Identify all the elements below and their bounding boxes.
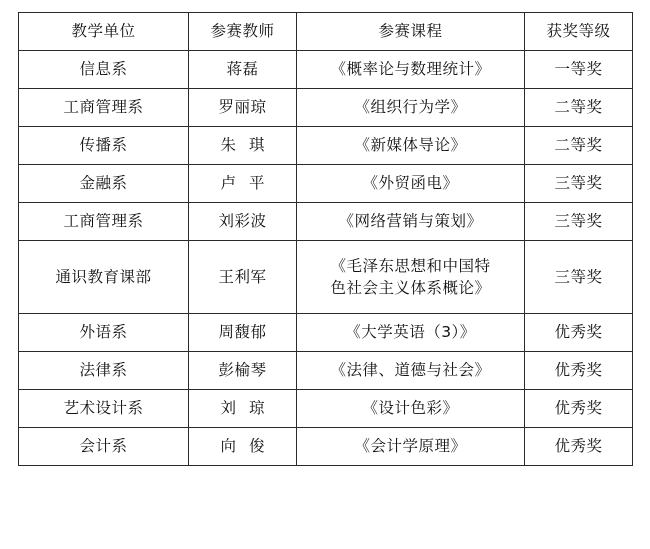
cell-level-text: 三等奖 bbox=[554, 267, 603, 286]
column-header-teacher-label: 参赛教师 bbox=[210, 22, 275, 41]
cell-teacher-text: 罗丽琼 bbox=[218, 98, 267, 117]
cell-unit-text: 金融系 bbox=[79, 174, 128, 193]
cell-level bbox=[525, 352, 633, 390]
cell-unit-text: 外语系 bbox=[79, 323, 128, 342]
column-header-unit bbox=[19, 13, 189, 51]
cell-level-text: 二等奖 bbox=[554, 98, 603, 117]
cell-level-text: 二等奖 bbox=[554, 136, 603, 155]
cell-unit bbox=[19, 428, 189, 466]
cell-level bbox=[525, 390, 633, 428]
cell-unit-text: 艺术设计系 bbox=[63, 399, 144, 418]
cell-teacher-text: 向 俊 bbox=[220, 437, 269, 456]
cell-course-text: 《概率论与数理统计》 bbox=[330, 60, 491, 79]
cell-course bbox=[297, 241, 525, 314]
cell-course bbox=[297, 390, 525, 428]
cell-level bbox=[525, 241, 633, 314]
cell-course-text-line1: 《毛泽东思想和中国特 bbox=[330, 256, 491, 275]
cell-unit bbox=[19, 352, 189, 390]
cell-teacher-text: 蒋磊 bbox=[226, 60, 259, 79]
cell-course-text: 《网络营销与策划》 bbox=[338, 212, 483, 231]
cell-level bbox=[525, 127, 633, 165]
table-row bbox=[19, 165, 633, 203]
cell-course-text: 《会计学原理》 bbox=[354, 437, 467, 456]
cell-level bbox=[525, 89, 633, 127]
cell-teacher-text: 王利军 bbox=[218, 267, 267, 286]
column-header-level-label: 获奖等级 bbox=[546, 22, 611, 41]
cell-level bbox=[525, 203, 633, 241]
cell-course bbox=[297, 89, 525, 127]
cell-level-text: 优秀奖 bbox=[554, 323, 603, 342]
cell-teacher-text: 周馥郁 bbox=[218, 323, 267, 342]
cell-unit-text: 传播系 bbox=[79, 136, 128, 155]
column-header-teacher bbox=[189, 13, 297, 51]
cell-unit bbox=[19, 314, 189, 352]
cell-course bbox=[297, 51, 525, 89]
table-row bbox=[19, 203, 633, 241]
column-header-course bbox=[297, 13, 525, 51]
cell-teacher-text: 彭榆琴 bbox=[218, 361, 267, 380]
column-header-level bbox=[525, 13, 633, 51]
cell-unit-text: 法律系 bbox=[79, 361, 128, 380]
cell-level-text: 三等奖 bbox=[554, 174, 603, 193]
cell-course bbox=[297, 428, 525, 466]
cell-course bbox=[297, 314, 525, 352]
cell-teacher bbox=[189, 352, 297, 390]
cell-course-text: 《组织行为学》 bbox=[354, 98, 467, 117]
cell-level-text: 三等奖 bbox=[554, 212, 603, 231]
cell-teacher-text: 朱 琪 bbox=[220, 136, 269, 155]
cell-teacher bbox=[189, 241, 297, 314]
cell-teacher bbox=[189, 51, 297, 89]
cell-course-text-line2: 色社会主义体系概论》 bbox=[330, 279, 491, 297]
cell-level bbox=[525, 165, 633, 203]
table-row bbox=[19, 127, 633, 165]
table-row bbox=[19, 89, 633, 127]
award-table bbox=[18, 12, 633, 466]
cell-level bbox=[525, 51, 633, 89]
cell-level bbox=[525, 428, 633, 466]
cell-unit-text: 工商管理系 bbox=[63, 98, 144, 117]
cell-unit bbox=[19, 51, 189, 89]
table-row bbox=[19, 241, 633, 314]
table-row bbox=[19, 390, 633, 428]
cell-unit bbox=[19, 241, 189, 314]
column-header-course-label: 参赛课程 bbox=[378, 22, 443, 41]
cell-level-text: 优秀奖 bbox=[554, 437, 603, 456]
cell-unit bbox=[19, 89, 189, 127]
cell-teacher-text: 卢 平 bbox=[220, 174, 269, 193]
cell-teacher bbox=[189, 89, 297, 127]
cell-teacher bbox=[189, 203, 297, 241]
cell-unit bbox=[19, 127, 189, 165]
cell-level-text: 一等奖 bbox=[554, 60, 603, 79]
cell-course-text: 《设计色彩》 bbox=[362, 399, 459, 418]
table-header-row bbox=[19, 13, 633, 51]
cell-course-text: 《外贸函电》 bbox=[362, 174, 459, 193]
table-row bbox=[19, 352, 633, 390]
table-row bbox=[19, 51, 633, 89]
cell-unit bbox=[19, 203, 189, 241]
cell-teacher bbox=[189, 165, 297, 203]
cell-course bbox=[297, 352, 525, 390]
cell-level-text: 优秀奖 bbox=[554, 361, 603, 380]
cell-unit-text: 会计系 bbox=[79, 437, 128, 456]
cell-course-text: 《新媒体导论》 bbox=[354, 136, 467, 155]
cell-teacher-text: 刘 琼 bbox=[220, 399, 269, 418]
table-row bbox=[19, 314, 633, 352]
table-body bbox=[19, 13, 633, 466]
cell-teacher bbox=[189, 314, 297, 352]
cell-course-text: 《法律、道德与社会》 bbox=[330, 361, 491, 380]
cell-level bbox=[525, 314, 633, 352]
cell-course bbox=[297, 165, 525, 203]
table-row bbox=[19, 428, 633, 466]
cell-teacher bbox=[189, 390, 297, 428]
cell-unit-text: 通识教育课部 bbox=[55, 267, 152, 286]
cell-unit bbox=[19, 390, 189, 428]
document-page bbox=[0, 12, 650, 549]
cell-level-text: 优秀奖 bbox=[554, 399, 603, 418]
column-header-unit-label: 教学单位 bbox=[71, 22, 136, 41]
cell-teacher bbox=[189, 127, 297, 165]
cell-unit-text: 工商管理系 bbox=[63, 212, 144, 231]
cell-unit bbox=[19, 165, 189, 203]
cell-course-text: 《大学英语（3）》 bbox=[345, 323, 476, 342]
cell-unit-text: 信息系 bbox=[79, 60, 128, 79]
cell-teacher bbox=[189, 428, 297, 466]
cell-course bbox=[297, 203, 525, 241]
cell-course bbox=[297, 127, 525, 165]
cell-teacher-text: 刘彩波 bbox=[218, 212, 267, 231]
